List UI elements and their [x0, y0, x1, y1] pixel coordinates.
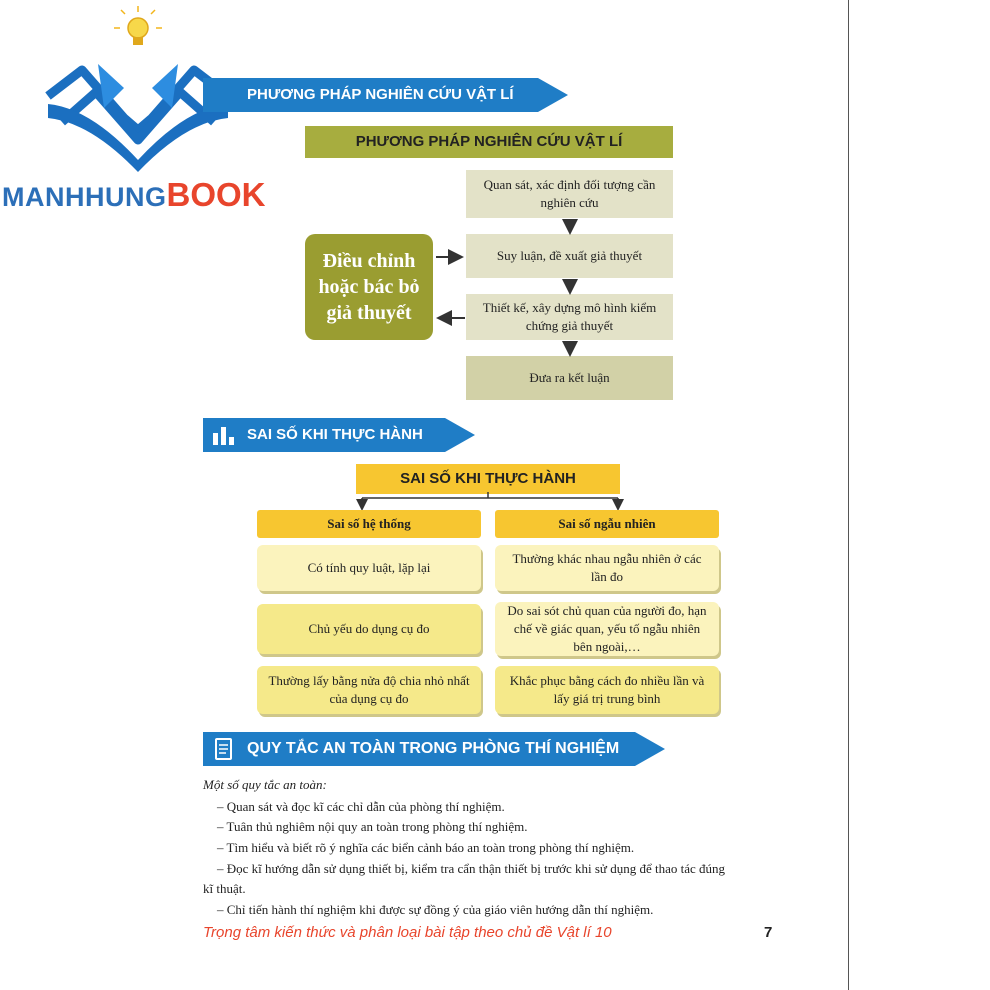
random-item-3: Khắc phục bằng cách đo nhiều lần và lấy giá trị trung bình — [495, 666, 719, 714]
systematic-error-header: Sai số hệ thống — [257, 510, 481, 538]
errors-diagram-title: SAI SỐ KHI THỰC HÀNH — [356, 464, 620, 494]
step-design-model: Thiết kế, xây dựng mô hình kiểm chứng giả thuyết — [466, 294, 673, 340]
methods-arrows — [300, 215, 680, 360]
page-edge-line — [848, 0, 849, 990]
page-number: 7 — [764, 924, 773, 941]
section-title-methods: PHƯƠNG PHÁP NGHIÊN CỨU VẬT LÍ — [247, 86, 514, 103]
section-banner-methods — [203, 78, 568, 112]
methods-diagram-title: PHƯƠNG PHÁP NGHIÊN CỨU VẬT LÍ — [305, 126, 673, 158]
logo-text-manhhung: MANHHUNG — [2, 182, 167, 212]
safety-rule-2: – Tuân thủ nghiêm nội quy an toàn trong phòng thí nghiệm. — [217, 819, 528, 834]
section-title-safety: QUY TẮC AN TOÀN TRONG PHÒNG THÍ NGHIỆM — [247, 740, 620, 757]
systematic-item-2: Chủ yếu do dụng cụ đo — [257, 604, 481, 654]
safety-intro: Một số quy tắc an toàn: — [203, 777, 327, 792]
section-banner-errors — [203, 418, 475, 452]
safety-rule-1: – Quan sát và đọc kĩ các chỉ dẫn của phòng thí nghiệm. — [217, 799, 505, 814]
random-item-2: Do sai sót chủ quan của người đo, hạn chế về giác quan, yếu tố ngẫu nhiên bên ngoài,… — [495, 602, 719, 656]
step-conclusion: Đưa ra kết luận — [466, 356, 673, 400]
systematic-item-3: Thường lấy bằng nửa độ chia nhỏ nhất của dụng cụ đo — [257, 666, 481, 714]
step-hypothesis: Suy luận, đề xuất giả thuyết — [466, 234, 673, 278]
safety-rule-3: – Tìm hiểu và biết rõ ý nghĩa các biển cảnh báo an toàn trong phòng thí nghiệm. — [217, 840, 635, 855]
adjust-hypothesis-box: Điều chỉnh hoặc bác bỏ giả thuyết — [305, 234, 433, 340]
section-title-errors: SAI SỐ KHI THỰC HÀNH — [247, 426, 423, 443]
bar-chart-icon — [211, 423, 237, 447]
document-icon — [211, 737, 237, 761]
systematic-item-1: Có tính quy luật, lặp lại — [257, 545, 481, 591]
page-footer-title: Trọng tâm kiến thức và phân loại bài tập theo chủ đề Vật lí 10 — [203, 924, 612, 941]
step-observe: Quan sát, xác định đối tượng cần nghiên cứu — [466, 170, 673, 218]
safety-rule-5: – Chỉ tiến hành thí nghiệm khi được sự đồng ý của giáo viên hướng dẫn thí nghiệm. — [217, 902, 654, 917]
safety-rule-4: – Đọc kĩ hướng dẫn sử dụng thiết bị, kiểm tra cẩn thận thiết bị trước khi sử dụng để thao tác đúng — [217, 861, 726, 876]
lightbulb-icon — [114, 6, 162, 45]
logo-text-book: BOOK — [166, 176, 266, 213]
safety-rule-4-cont: kĩ thuật. — [203, 881, 246, 896]
section-banner-safety — [203, 732, 665, 766]
random-item-1: Thường khác nhau ngẫu nhiên ở các lần đo — [495, 545, 719, 591]
random-error-header: Sai số ngẫu nhiên — [495, 510, 719, 538]
logo-wordmark — [2, 176, 265, 214]
